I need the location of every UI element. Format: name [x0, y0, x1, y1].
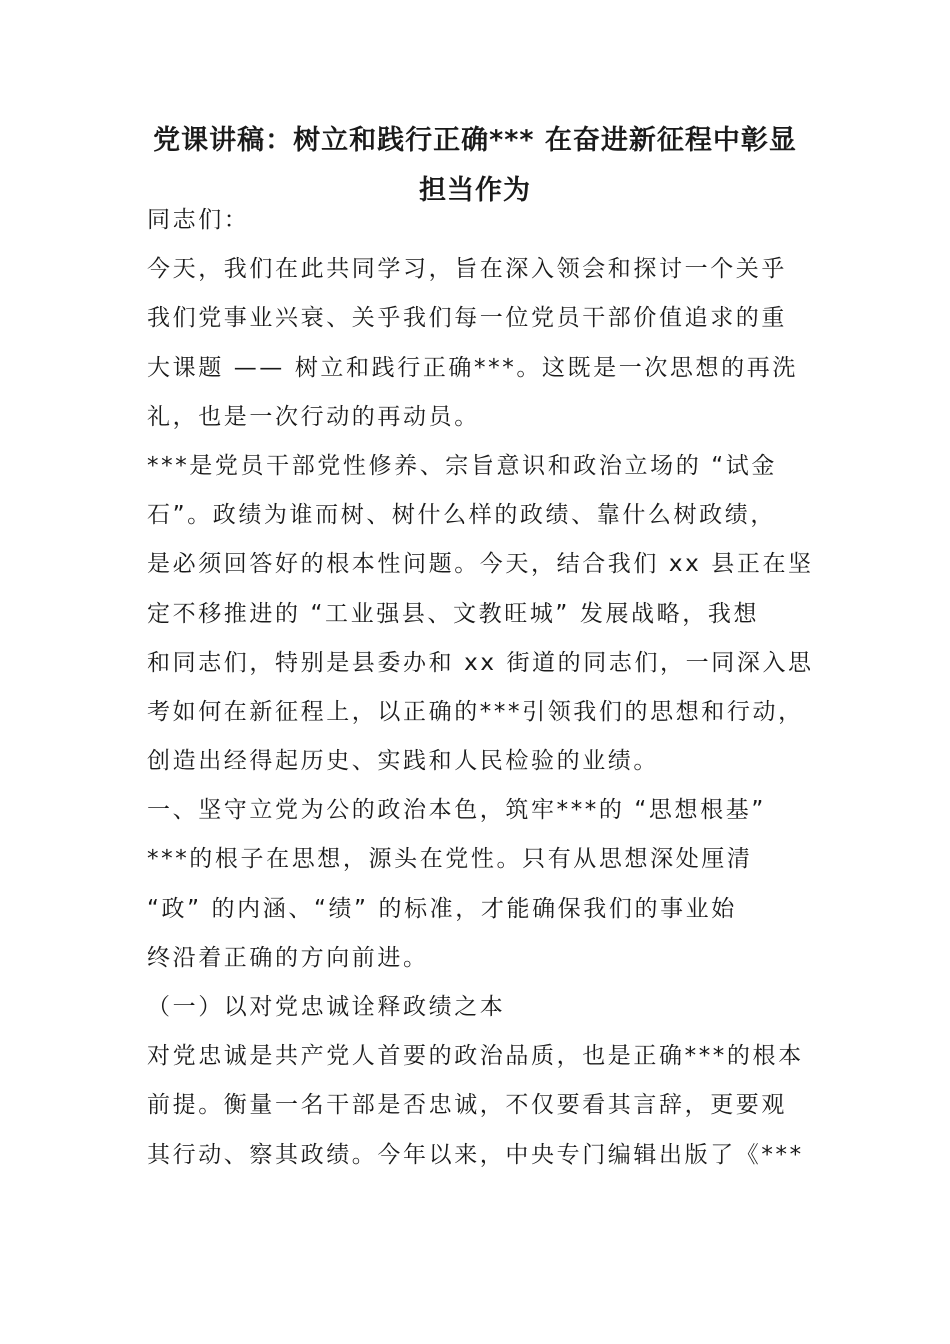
- text-line: 终沿着正确的方向前进。: [147, 944, 429, 971]
- title-line-2: 担当作为: [419, 175, 531, 206]
- text-line: 对党忠诚是共产党人首要的政治品质，也是正确***的根本: [147, 1043, 804, 1070]
- text-line: 石”。政绩为谁而树、树什么样的政绩、靠什么树政绩，: [147, 502, 776, 529]
- text-line: 我们党事业兴衰、关乎我们每一位党员干部价值追求的重: [147, 305, 787, 332]
- text-line: ***是党员干部党性修养、宗旨意识和政治立场的 “试金: [147, 452, 777, 479]
- title-line-1: 党课讲稿：树立和践行正确*** 在奋进新征程中彰显: [153, 125, 797, 156]
- text-line: “政” 的内涵、“绩” 的标准，才能确保我们的事业始: [147, 895, 737, 922]
- text-line: 考如何在新征程上，以正确的***引领我们的思想和行动，: [147, 698, 804, 725]
- salutation: 同志们：: [147, 207, 250, 233]
- text-line: 是必须回答好的根本性问题。今天，结合我们 xx 县正在坚: [147, 551, 814, 578]
- text-line: 和同志们，特别是县委办和 xx 街道的同志们，一同深入思: [147, 649, 814, 676]
- text-line: 大课题 —— 树立和践行正确***。这既是一次思想的再洗: [147, 354, 798, 381]
- text-line: 礼，也是一次行动的再动员。: [147, 403, 480, 430]
- text-line: 其行动、察其政绩。今年以来，中央专门编辑出版了《***: [147, 1141, 804, 1168]
- text-line: 定不移推进的 “工业强县、文教旺城” 发展战略，我想: [147, 600, 760, 627]
- text-line: ***的根子在思想，源头在党性。只有从思想深处厘清: [147, 846, 753, 873]
- text-line: 前提。衡量一名干部是否忠诚，不仅要看其言辞，更要观: [147, 1092, 787, 1119]
- text-line: 今天，我们在此共同学习，旨在深入领会和探讨一个关乎: [147, 256, 787, 283]
- section-heading: 一、坚守立党为公的政治本色，筑牢***的 “思想根基”: [147, 797, 766, 824]
- document-body: [147, 196, 814, 1180]
- subsection-heading: （一）以对党忠诚诠释政绩之本: [147, 994, 506, 1020]
- text-line: 创造出经得起历史、实践和人民检验的业绩。: [147, 748, 659, 775]
